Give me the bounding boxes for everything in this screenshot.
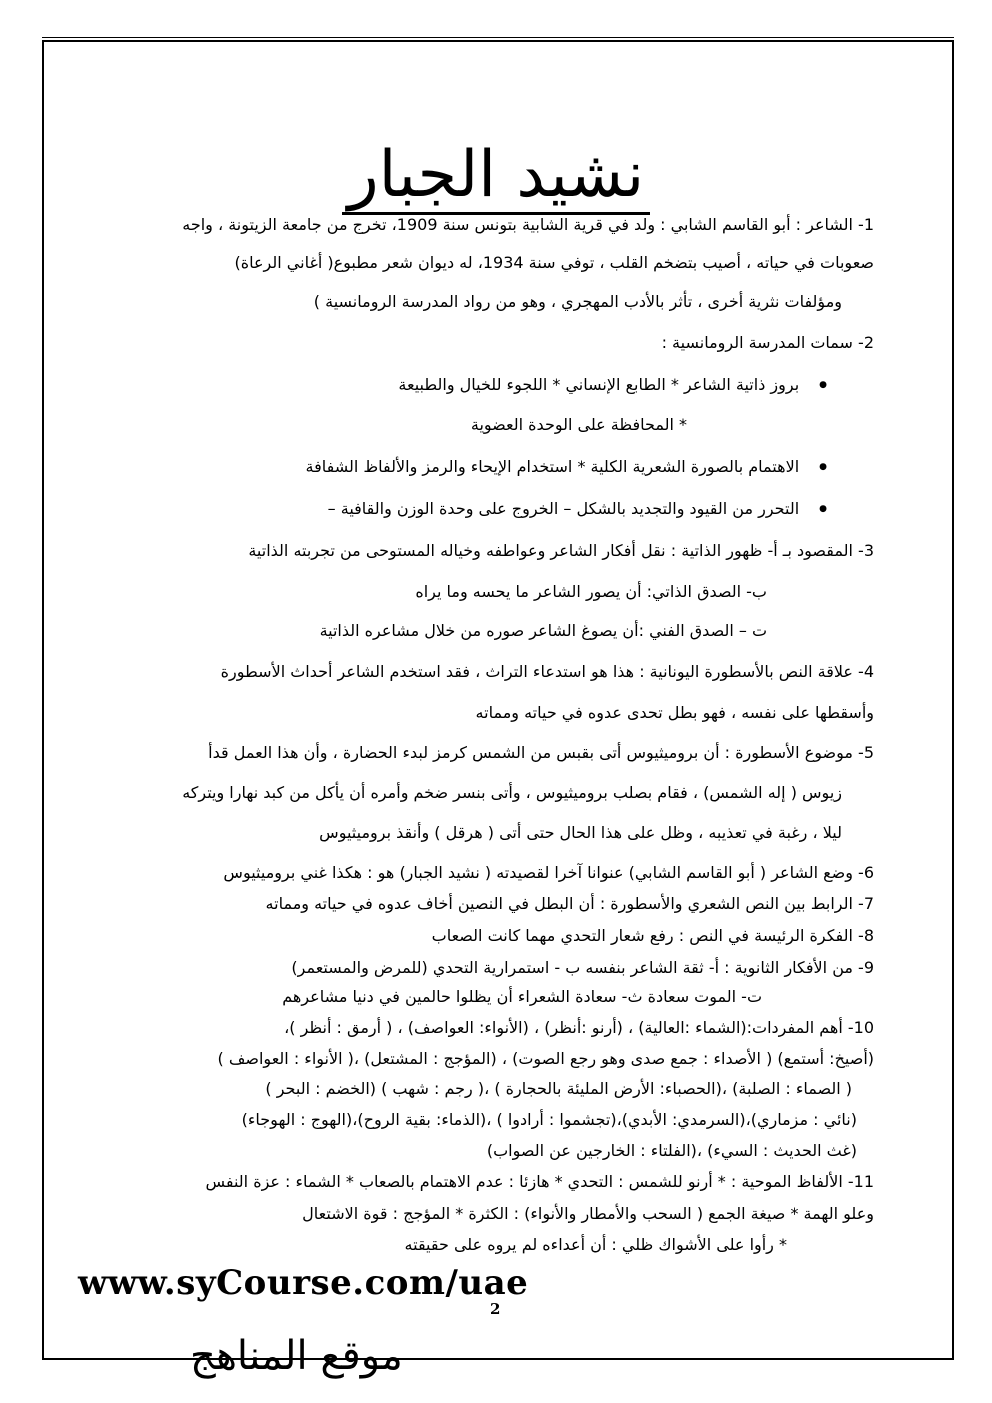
line-poet-2: صعوبات في حياته ، أصيب بتضخم القلب ، توفي سنة 1934، له ديوان شعر مطبوع( أغاني الرعاة) — [234, 253, 874, 272]
line-vocab-5: (غث الحديث : السيء) ،(الفلتاء : الخارجين عن الصواب) — [486, 1141, 857, 1160]
page-title — [0, 138, 992, 215]
line-poet-3: ومؤلفات نثرية أخرى ، تأثر بالأدب المهجري ، وهو من رواد المدرسة الرومانسية ) — [313, 292, 842, 311]
line-suggestive-1: 11- الألفاظ الموحية : * أرنو للشمس : التحدي * هازئا : عدم الاهتمام بالصعاب * الشماء : عزة النفس — [205, 1172, 874, 1191]
line-meaning-a: 3- المقصود بـ أ- ظهور الذاتية : نقل أفكار الشاعر وعواطفه وخياله المستوحى من تجربته الذاتية — [248, 541, 874, 560]
line-item-6: 6- وضع الشاعر ( أبو القاسم الشابي) عنوانا آخرا لقصيدته ( نشيد الجبار) هو : هكذا غني بروميثيوس — [223, 863, 874, 882]
line-meaning-c: ت – الصدق الفني :أن يصوغ الشاعر صوره من خلال مشاعره الذاتية — [319, 621, 767, 640]
line-vocab-3: ( الصماء : الصلبة) ،(الحصباء: الأرض المليئة بالحجارة ) ،( رجم : شهب ) (الخضم : البحر ) — [265, 1079, 852, 1098]
bullet-1: ● بروز ذاتية الشاعر * الطابع الإنساني * اللجوء للخيال والطبيعة — [398, 374, 827, 399]
line-suggestive-3: * رأوا على الأشواك ظلي : أن أعداءه لم يروه على حقيقته — [404, 1235, 787, 1254]
site-url: www.syCourse.com/uae — [78, 1263, 529, 1303]
page-border — [42, 40, 954, 1360]
line-vocab-2: (أصيخ: أستمع) ( الأصداء : جمع صدى وهو رجع الصوت) ، (المؤجج : المشتعل) ،( الأنواء : العواصف ) — [217, 1049, 874, 1068]
bullet-1-cont: * المحافظة على الوحدة العضوية — [470, 415, 687, 434]
line-vocab-4: (نائي : مزماري)،(السرمدي: الأبدي)،(تجشموا : أرادوا ) ،(الذماء: بقية الروح)،(الهوج : الهوجاء) — [241, 1110, 857, 1129]
line-suggestive-2: وعلو الهمة * صيغة الجمع ( السحب والأمطار والأنواء) : الكثرة * المؤجج : قوة الاشتعال — [302, 1204, 874, 1223]
line-vocab-1: 10- أهم المفردات:(الشماء :العالية) ، (أرنو :أنظر) ، (الأنواء: العواصف) ، ( أرمق : أنظر )، — [284, 1018, 874, 1037]
bullet-3: ● التحرر من القيود والتجديد بالشكل – الخروج على وحدة الوزن والقافية – — [328, 498, 827, 523]
site-name: موقع المناهج — [190, 1333, 403, 1379]
title-text: نشيد الجبار — [342, 138, 650, 215]
line-myth-topic-2: زيوس ( إله الشمس) ، فقام بصلب بروميثيوس ، وأتى بنسر ضخم وأمره أن يأكل من كبد نهارا ويتركه — [182, 783, 842, 802]
frame-top-rule — [42, 37, 954, 38]
page-number: 2 — [490, 1300, 501, 1318]
line-poet-1: 1- الشاعر : أبو القاسم الشابي : ولد في قرية الشابية بتونس سنة 1909، تخرج من جامعة الزيتونة ، واجه — [182, 215, 874, 234]
line-item-8: 8- الفكرة الرئيسة في النص : رفع شعار التحدي مهما كانت الصعاب — [431, 926, 874, 945]
line-romantic-heading: 2- سمات المدرسة الرومانسية : — [661, 333, 874, 352]
line-item-7: 7- الرابط بين النص الشعري والأسطورة : أن البطل في النصين أخاف عدوه في حياته ومماته — [265, 894, 874, 913]
line-item-9: 9- من الأفكار الثانوية : أ- ثقة الشاعر بنفسه ب - استمرارية التحدي (للمرض والمستعمر) — [291, 958, 874, 977]
line-myth-relation-1: 4- علاقة النص بالأسطورة اليونانية : هذا هو استدعاء التراث ، فقد استخدم الشاعر أحداث الأسطورة — [220, 662, 874, 681]
line-myth-topic-1: 5- موضوع الأسطورة : أن بروميثيوس أتى بقبس من الشمس كرمز لبدء الحضارة ، وأن هذا العمل قدأ — [208, 743, 874, 762]
line-myth-relation-2: وأسقطها على نفسه ، فهو بطل تحدى عدوه في حياته ومماته — [475, 703, 874, 722]
line-meaning-b: ب- الصدق الذاتي: أن يصور الشاعر ما يحسه وما يراه — [415, 582, 767, 601]
line-item-9-cont: ت- الموت سعادة ث- سعادة الشعراء أن يظلوا حالمين في دنيا مشاعرهم — [282, 987, 762, 1006]
line-myth-topic-3: ليلا ، رغبة في تعذيبه ، وظل على هذا الحال حتى أتى ( هرقل ) وأنقذ بروميثيوس — [319, 823, 842, 842]
bullet-2: ● الاهتمام بالصورة الشعرية الكلية * استخدام الإيحاء والرمز والألفاظ الشفافة — [306, 456, 828, 481]
